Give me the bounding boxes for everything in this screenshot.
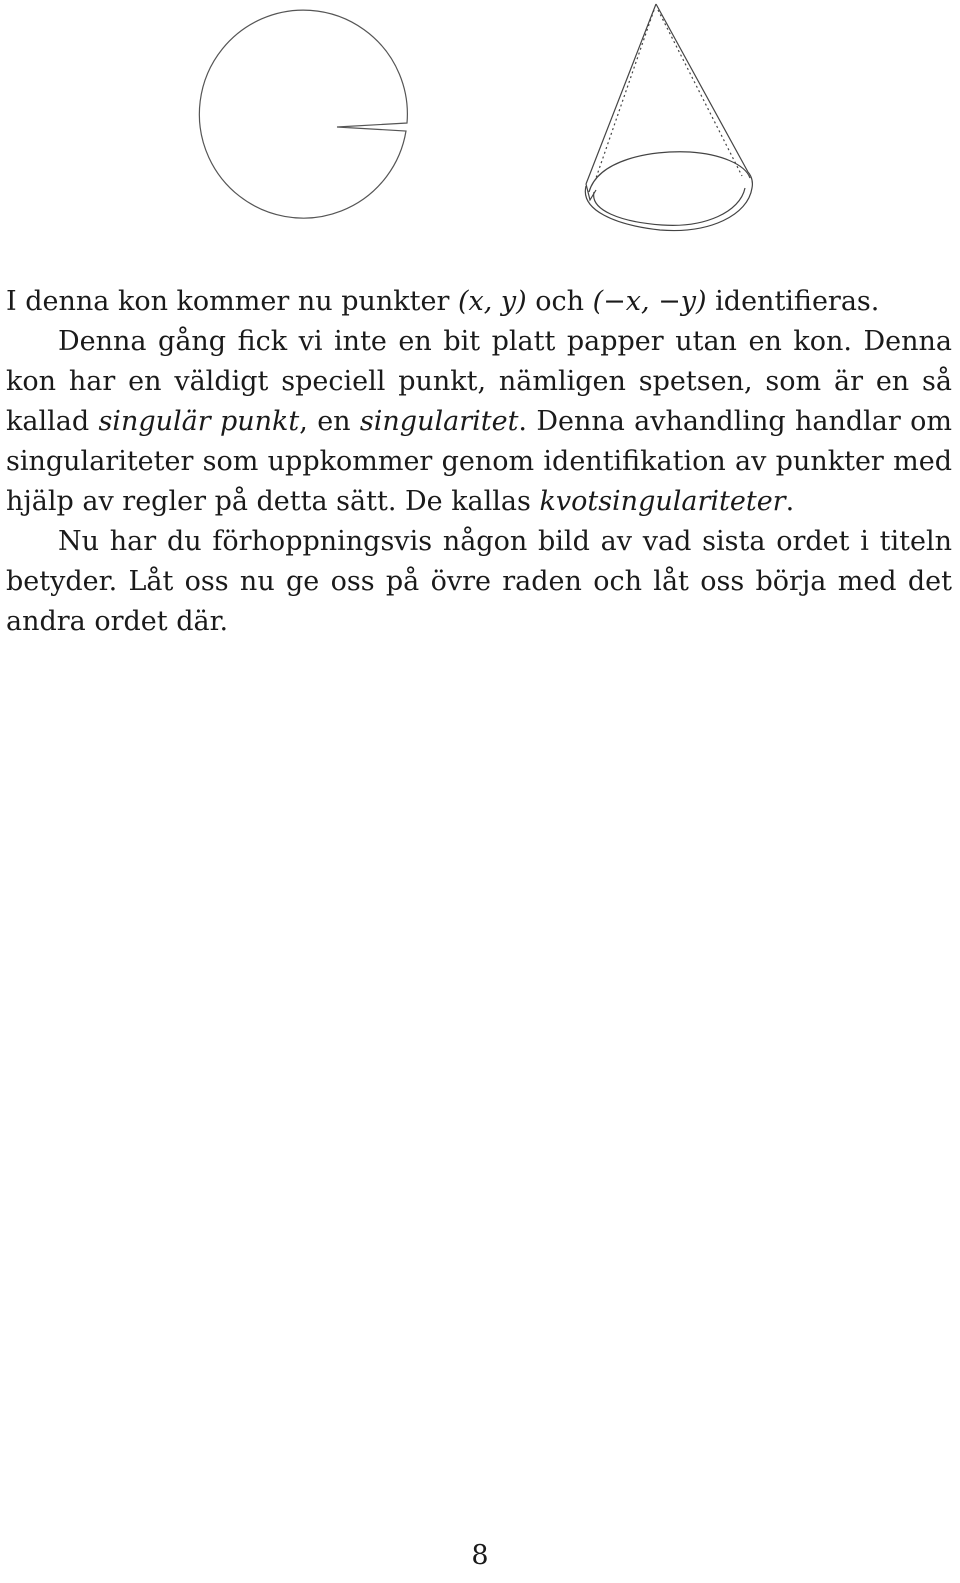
emphasis-run: kvotsingulariteter — [539, 486, 786, 517]
paragraph-1 — [6, 282, 952, 322]
text-run: , en — [299, 406, 360, 437]
cone-right-edge — [656, 4, 748, 172]
body-text — [6, 282, 952, 642]
cone-figure — [585, 4, 752, 231]
text-run: identifieras. — [706, 286, 880, 317]
text-run: . Denna avhandling handlar om singulariteter som uppkommer genom identifikation av punkter med hjälp av regler på detta sätt. De kallas — [6, 406, 952, 517]
figures — [0, 0, 960, 280]
page-number: 8 — [471, 1540, 489, 1571]
text-run: och — [526, 286, 593, 317]
text-run: Denna gång fick vi inte en bit platt papper utan en kon. Denna kon har en väldigt speciell punkt, nämligen spetsen, som är en så kallad — [6, 326, 952, 437]
cone-base-upper — [589, 152, 750, 192]
cone-inner-line — [596, 10, 654, 178]
paragraph-2 — [6, 322, 952, 522]
paragraph-3 — [6, 522, 952, 642]
math-run: (−x, −y) — [592, 286, 707, 317]
emphasis-run: singulär punkt — [98, 406, 300, 437]
emphasis-run: singularitet — [359, 406, 519, 437]
cut-disk-outline — [199, 10, 407, 218]
math-run: (x, y) — [457, 286, 527, 317]
text-run: Nu har du förhoppningsvis någon bild av vad sista ordet i titeln betyder. Låt oss nu ge oss på övre raden och låt oss börja med det andra ordet där. — [6, 526, 952, 637]
cone-base-rim — [585, 172, 752, 231]
cone-left-edge — [586, 4, 656, 184]
cone-inner-line — [658, 10, 742, 176]
cut-disk-figure — [199, 10, 407, 218]
text-run: . — [785, 486, 795, 517]
text-run: I denna kon kommer nu punkter — [6, 286, 458, 317]
cone-base-rim-inner — [594, 188, 745, 225]
